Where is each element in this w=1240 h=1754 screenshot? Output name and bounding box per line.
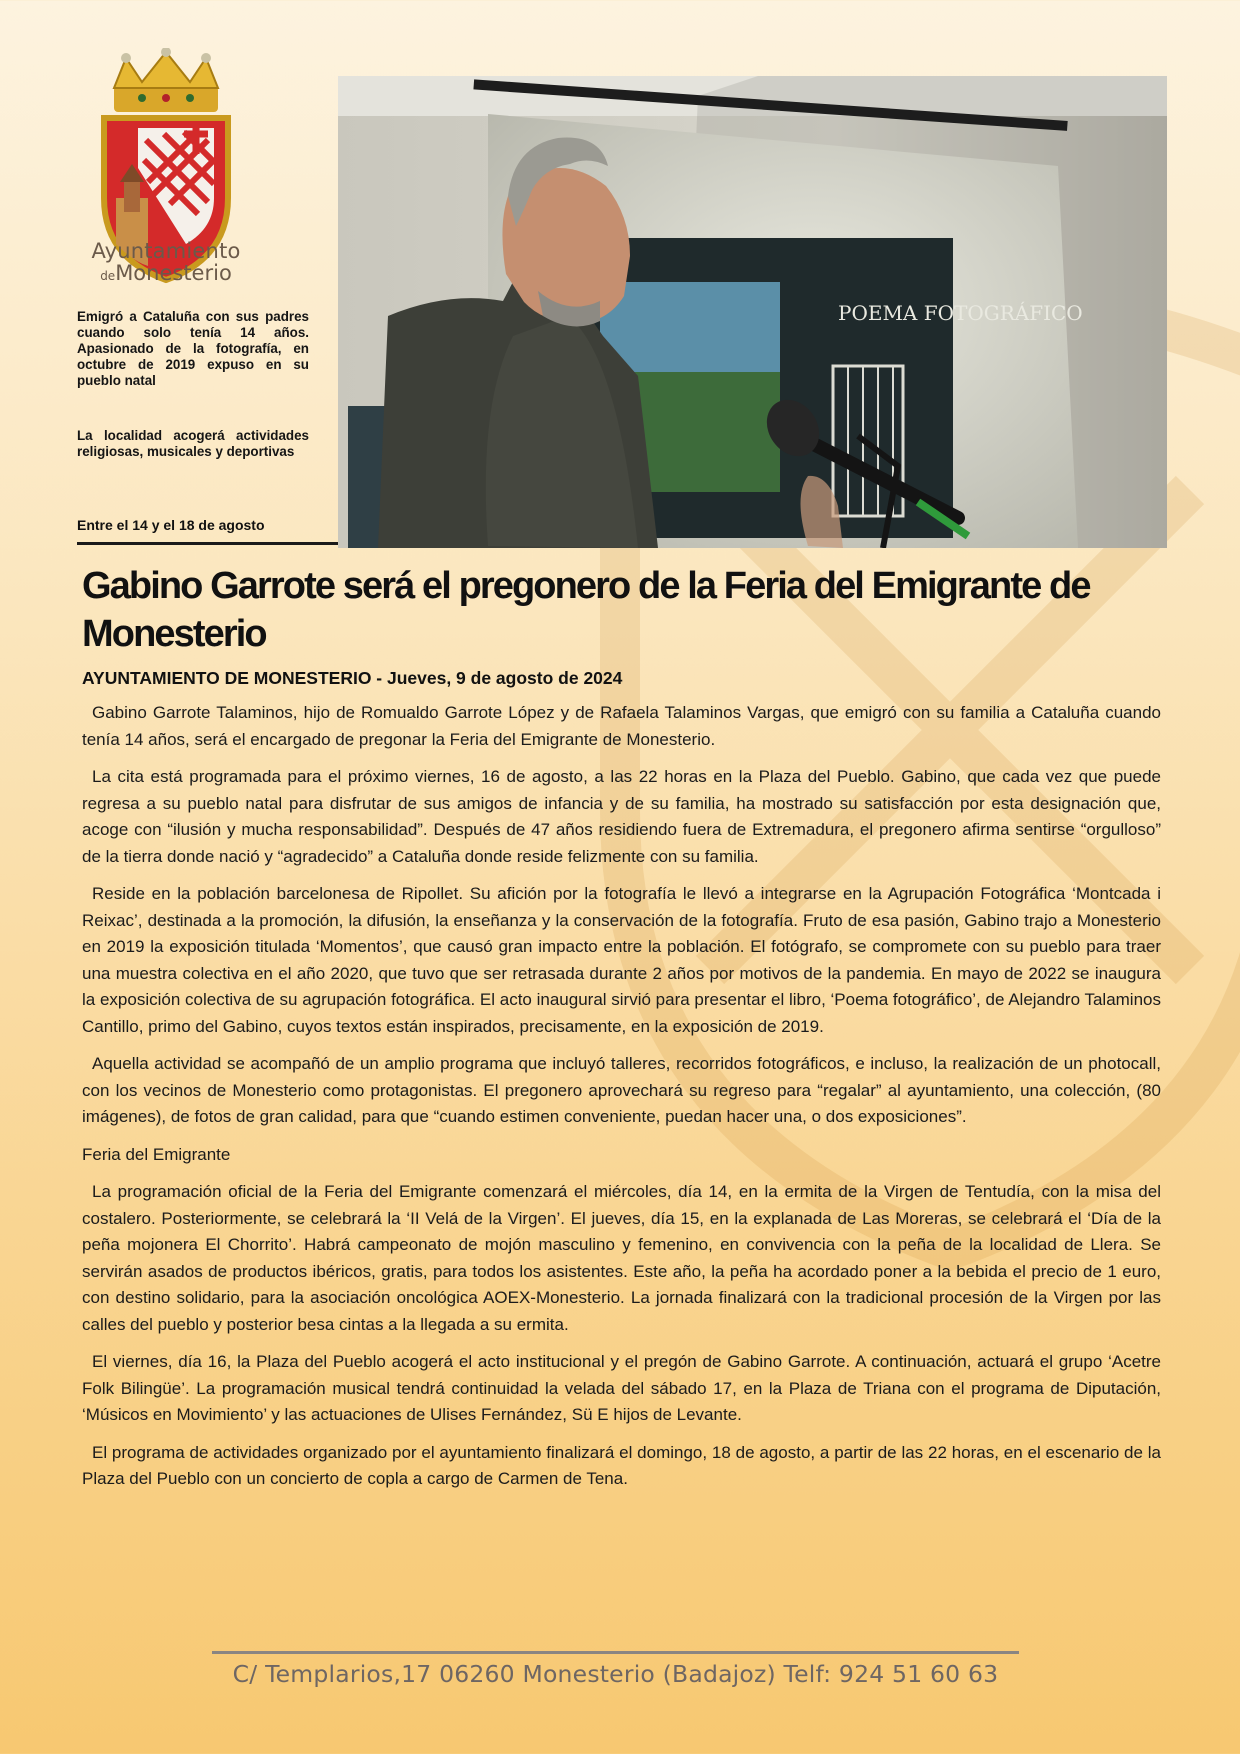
paragraph: Reside en la población barcelonesa de Ripollet. Su afición por la fotografía le llevó a integrarse en la Agrupación Fotográfica ‘Montcada i Reixac’, destinada a la promoción, la difusión, la enseñanza y la conservación de la fotografía. Fruto de esa pasión, Gabino trajo a Monesterio en 2019 la exposición titulada ‘Momentos’, que causó gran impacto entre la población. El fotógrafo, se compromete con su pueblo para traer una muestra colectiva en el año 2020, que tuvo que ser retrasada durante 2 años por motivos de la pandemia. En mayo de 2022 se inaugura la exposición colectiva de su agrupación fotográfica. El acto inaugural sirvió para presentar el libro, ‘Poema fotográfico’, de Alejandro Talaminos Cantillo, primo del Gabino, cuyos textos están inspirados, precisamente, en la exposición de 2019.	[82, 884, 1161, 1036]
side-note-1: Emigró a Cataluña con sus padres cuando solo tenía 14 años. Apasionado de la fotografía, en octubre de 2019 expuso en su pueblo natal	[77, 309, 309, 388]
byline: AYUNTAMIENTO DE MONESTERIO - Jueves, 9 de agosto de 2024	[82, 668, 623, 688]
paragraph: El viernes, día 16, la Plaza del Pueblo acogerá el acto institucional y el pregón de Gabino Garrote. A continuación, actuará el grupo ‘Acetre Folk Bilingüe’. La programación musical tendrá continuidad la velada del sábado 17, en la Plaza de Triana con el programa de Diputación, ‘Músicos en Movimiento’ y las actuaciones de Ulises Fernández, Sü E hijos de Levante.	[82, 1352, 1161, 1424]
logo-line-2-main: Monesterio	[115, 261, 232, 286]
paragraph: La cita está programada para el próximo viernes, 16 de agosto, a las 22 horas en la Plaza del Pueblo. Gabino, que cada vez que puede regresa a su pueblo natal para disfrutar de sus amigos de infancia y de su familia, ha mostrado su satisfacción por esta designación que, acoge con “ilusión y mucha responsabilidad”. Después de 47 años residiendo fuera de Extremadura, el pregonero afirma sentirse “orgulloso” de la tierra donde nació y “agradecido” a Cataluña donde reside felizmente con su familia.	[82, 767, 1161, 866]
paragraph: El programa de actividades organizado por el ayuntamiento finalizará el domingo, 18 de agosto, a partir de las 22 horas, en el escenario de la Plaza del Pueblo con un concierto de copla a cargo de Carmen de Tena.	[82, 1442, 1161, 1488]
screen-title: POEMA FOTOGRÁFICO	[838, 301, 1083, 325]
article-body	[82, 700, 1161, 1504]
logo-wordmark	[78, 240, 254, 284]
footer-divider	[212, 1651, 1019, 1654]
paragraph: Gabino Garrote Talaminos, hijo de Romualdo Garrote López y de Rafaela Talaminos Vargas, que emigró con su familia a Cataluña cuando tenía 14 años, será el encargado de pregonar la Feria del Emigrante de Monesterio.	[82, 703, 1161, 749]
paragraph: Aquella actividad se acompañó de un amplio programa que incluyó talleres, recorridos fotográficos, e incluso, la realización de un photocall, con los vecinos de Monesterio como protagonistas. El pregonero aprovechará su regreso para “regalar” al ayuntamiento, una colección, (80 imágenes), de fotos de gran calidad, para que “cuando estimen conveniente, puedan hacer una, o dos exposiciones”.	[82, 1054, 1161, 1126]
speaker-photo-illustration	[338, 76, 1167, 548]
footer-address: C/ Templarios,17 06260 Monesterio (Badajoz) Telf: 924 51 60 63	[232, 1660, 999, 1688]
logo-line-1: Ayuntamiento	[91, 239, 241, 263]
side-note-2: La localidad acogerá actividades religiosas, musicales y deportivas	[77, 428, 309, 459]
logo-line-2-prefix: de	[100, 269, 116, 284]
section-subheading: Feria del Emigrante	[82, 1144, 231, 1164]
side-date: Entre el 14 y el 18 de agosto	[77, 517, 265, 533]
headline: Gabino Garrote será el pregonero de la Feria del Emigrante de Monesterio	[82, 565, 1090, 655]
divider	[77, 542, 338, 545]
logo-line-2	[78, 262, 254, 284]
speaker-photo	[338, 76, 1167, 548]
paragraph: La programación oficial de la Feria del Emigrante comenzará el miércoles, día 14, en la ermita de la Virgen de Tentudía, con la misa del costalero. Posteriormente, se celebrará la ‘II Velá de la Virgen’. El jueves, día 15, en la explanada de Las Moreras, se celebrará el ‘Día de la peña mojonera El Chorrito’. Habrá campeonato de mojón masculino y femenino, en convivencia con la peña de la localidad de Llera. Se servirán asados de productos ibéricos, gratis, para todos los asistentes. Este año, la peña ha acordado poner a la bebida el precio de 1 euro, con destino solidario, para la asociación oncológica AOEX-Monesterio. La jornada finalizará con la tradicional procesión de la Virgen por las calles del pueblo y posterior besa cintas a la llegada a su ermita.	[82, 1182, 1161, 1334]
